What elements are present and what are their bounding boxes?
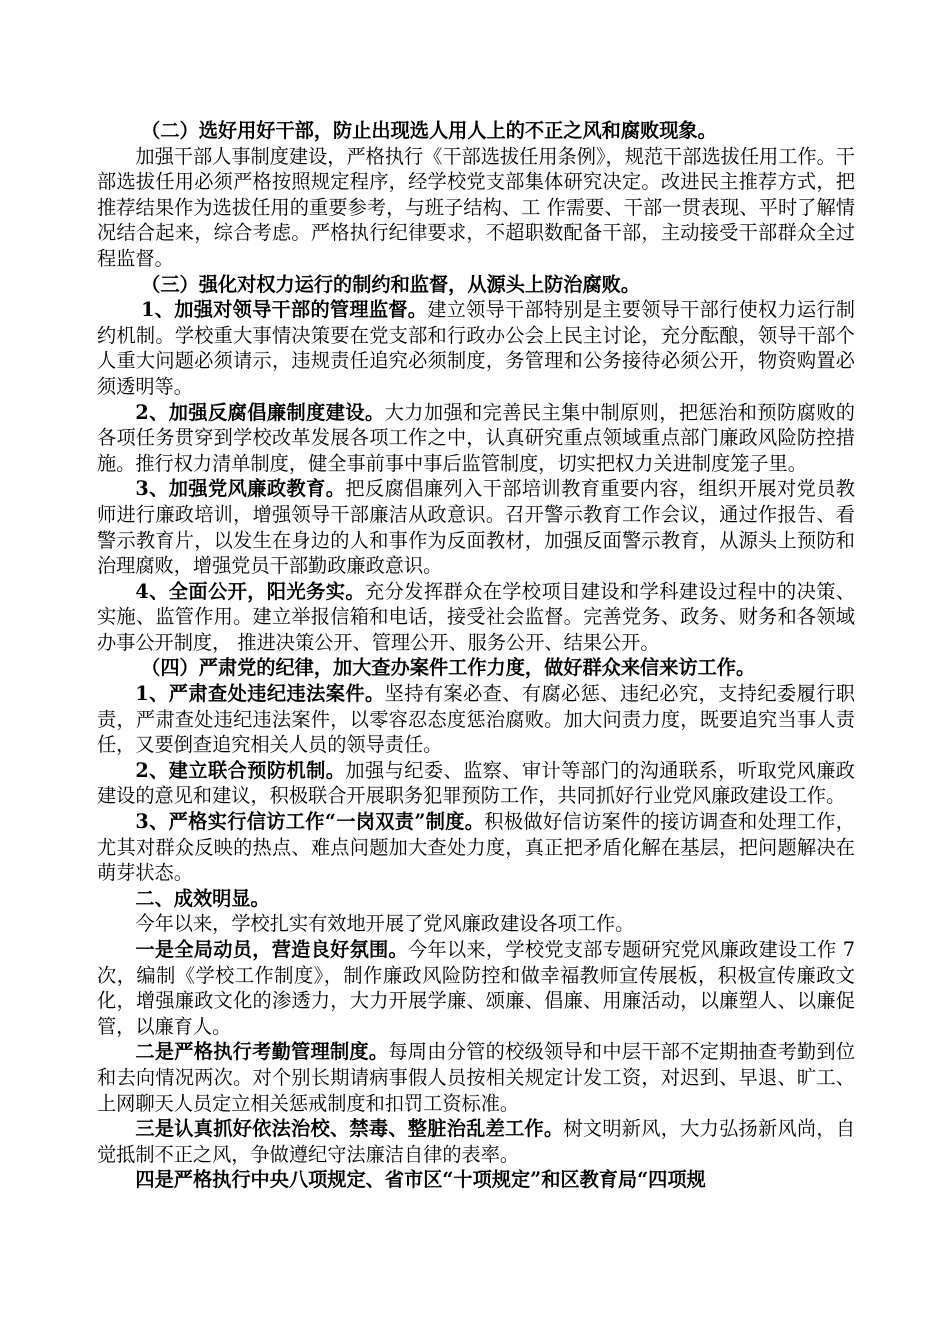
paragraph	[97, 809, 855, 886]
paragraph-lead: 二是严格执行考勤管理制度。	[135, 1040, 389, 1064]
paragraph-text: 树文明新风，大力弘扬新风尚，自觉抵制不正之风，争做遵纪守法廉洁自律的表率。	[97, 1117, 856, 1166]
paragraph-lead: 三是认真抓好依法治校、禁毒、整脏治乱差工作。	[135, 1117, 564, 1141]
paragraph-text: 今年以来，学校扎实有效地开展了党风廉政建设各项工作。	[135, 912, 635, 936]
paragraph-lead: 1、严肃查处违纪违法案件。	[135, 682, 385, 706]
paragraph-lead: 3、严格实行信访工作“一岗双责”制度。	[135, 810, 485, 834]
paragraph-text: 坚持有案必查、有腐必惩、违纪必究，支持纪委履行职责，严肃查处违纪违法案件，以零容忍态度惩治腐败。加大问责力度，既要追究当事人责任，又要倒查追究相关人员的领导责任。	[97, 682, 855, 757]
paragraph	[97, 144, 855, 272]
paragraph-text: 积极做好信访案件的接访调查和处理工作，尤其对群众反映的热点、难点问题加大查处力度，真正把矛盾化解在基层，把问题解决在萌芽状态。	[97, 810, 855, 885]
heading-text: （四）严肃党的纪律，加大查办案件工作力度，做好群众来信来访工作。	[141, 656, 756, 680]
paragraph-text: 今年以来，学校党支部专题研究党风廉政建设工作 7 次，编制《学校工作制度》，制作廉政风险防控和做幸福教师宣传展板，积极宣传廉政文化，增强廉政文化的渗透力，大力开展学廉、颂廉、倡廉、用廉活动，以廉塑人、以廉促管，以廉育人。	[97, 938, 856, 1038]
paragraph-text: 大力加强和完善民主集中制原则，把惩治和预防腐败的各项任务贯穿到学校改革发展各项工作之中，认真研究重点领域重点部门廉政风险防控措施。推行权力清单制度，健全事前事中事后监管制度，切实把权力关进制度笼子里。	[97, 400, 855, 475]
paragraph-lead: 2、建立联合预防机制。	[135, 758, 346, 782]
heading-text: 二、成效明显。	[135, 886, 270, 910]
paragraph	[97, 476, 855, 578]
paragraph	[97, 681, 855, 758]
paragraph	[97, 400, 855, 477]
heading-text: （二）选好用好干部，防止出现选人用人上的不正之风和腐败现象。	[141, 119, 717, 142]
paragraph-text: 把反腐倡廉列入干部培训教育重要内容，组织开展对党员教师进行廉政培训，增强领导干部廉洁从政意识。召开警示教育工作会议，通过作报告、看警示教育片，以发生在身边的人和事作为反面教材，加强反面警示教育，从源头上预防和治理腐败，增强党员干部勤政廉政意识。	[97, 477, 855, 578]
paragraph-lead: 3、加强党风廉政教育。	[135, 477, 346, 501]
paragraph-text: 每周由分管的校级领导和中层干部不定期抽查考勤到位和去向情况两次。对个别长期请病事假人员按相关规定计发工资，对迟到、早退、旷工、上网聊天人员定立相关惩戒制度和扣罚工资标准。	[97, 1040, 856, 1115]
paragraph-text: 加强干部人事制度建设，严格执行《干部选拔任用条例》，规范干部选拔任用工作。干部选拔任用必须严格按照规定程序，经学校党支部集体研究决定。改进民主推荐方式，把推荐结果作为选拔任用的重要参考，与班子结构、工 作需要、干部一贯表现、平时了解情况结合起来，综合考虑。严格执行纪律要求，不超职数配备干部，主动接受干部群众全过程监督。	[97, 144, 855, 270]
paragraph	[97, 1039, 855, 1116]
paragraph-text: 充分发挥群众在学校项目建设和学科建设过程中的决策、实施、监管作用。建立举报信箱和电话，接受社会监督。完善党务、政务、财务和各领域办事公开制度， 推进决策公开、管理公开、服务公开、结果公开。	[97, 579, 856, 654]
heading-text: （三）强化对权力运行的制约和监督，从源头上防治腐败。	[141, 272, 641, 296]
paragraph-lead: 2、加强反腐倡廉制度建设。	[135, 400, 385, 424]
paragraph-lead: 4、全面公开，阳光务实。	[135, 579, 365, 603]
section-heading-3	[97, 272, 855, 298]
paragraph	[97, 937, 855, 1039]
paragraph	[97, 1167, 855, 1193]
paragraph	[97, 579, 855, 656]
paragraph	[97, 758, 855, 809]
section-heading-2	[97, 118, 855, 144]
document-body	[97, 118, 855, 1193]
paragraph-lead: 一是全局动员，营造良好氛围。	[135, 938, 409, 961]
paragraph	[97, 297, 855, 399]
paragraph-lead: 1、加强对领导干部的管理监督。	[141, 298, 428, 322]
paragraph	[97, 1116, 855, 1167]
section-heading-4	[97, 655, 855, 681]
paragraph-text: 建立领导干部特别是主要领导干部行使权力运行制约机制。学校重大事情决策要在党支部和行政办公会上民主讨论，充分酝酿，领导干部个人重大问题必须请示，违规责任追究必须制度，务管理和公务接待必须公开，物资购置必须透明等。	[97, 298, 855, 398]
paragraph	[97, 911, 855, 937]
section-heading-results	[97, 886, 855, 912]
paragraph-text: 加强与纪委、监察、审计等部门的沟通联系，听取党风廉政建设的意见和建议，积极联合开展职务犯罪预防工作，共同抓好行业党风廉政建设工作。	[97, 758, 855, 808]
paragraph-lead: 四是严格执行中央八项规定、省市区“十项规定”和区教育局“四项规	[135, 1168, 706, 1192]
